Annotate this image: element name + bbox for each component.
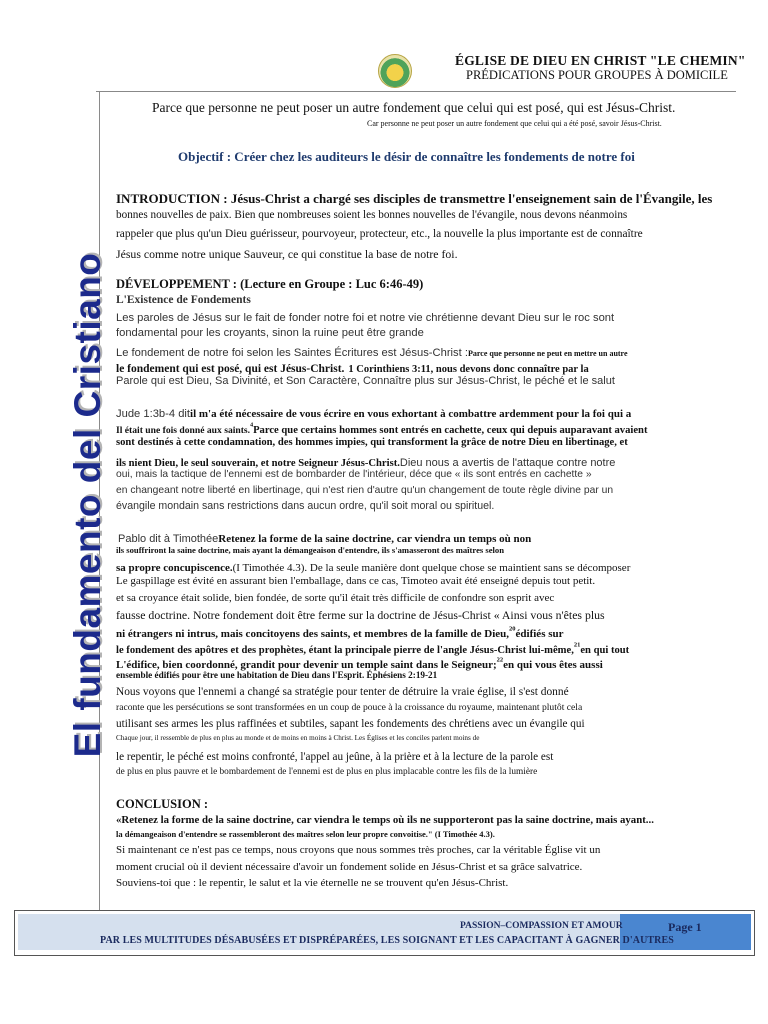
conclusion-line: Si maintenant ce n'est pas ce temps, nous croyons que nous sommes très proches, car la véritable Église vit un [116,844,601,856]
body-text: le fondement des apôtres et des prophètes, étant la principale pierre de l'angle Jésus-Christ lui-même, [116,645,574,656]
church-name: ÉGLISE DE DIEU EN CHRIST "LE CHEMIN" [455,53,746,68]
body-line: Chaque jour, il ressemble de plus en plus au monde et de moins en moins à Christ. Les Églises et les conciles parlent moins de [116,734,480,742]
body-line: Les paroles de Jésus sur le fait de fonder notre foi et notre vie chrétienne devant Dieu sur le roc sont [116,312,615,324]
body-line: évangile mondain sans restrictions dans aucun ordre, qu'il soit moral ou spirituel. [116,500,495,512]
conclusion-line: moment crucial où il devient nécessaire d'avoir un fondement solide en Jésus-Christ et sa grâce salvatrice. [116,861,583,873]
body-text: Parce que certains hommes sont entrés en cachette, ceux qui depuis auparavant avaient [253,425,648,436]
body-text: Dieu nous a avertis de l'attaque contre notre [399,457,616,469]
body-text: (I Timothée 4.3). De la seule manière dont quelque chose se maintient sans se décomposer [232,562,631,574]
body-text: il m'a été nécessaire de vous écrire en vous exhortant à combattre ardemment pour la foi qui a [190,408,632,420]
conclusion-line: «Retenez la forme de la saine doctrine, car viendra le temps où ils ne supporteront pas la saine doctrine, mais ayant... [116,814,654,826]
body-line: fondamental pour les croyants, sinon la ruine peut être grande [116,327,424,339]
body-text: sa propre concupiscence. [116,562,233,574]
conclusion-line: la démangeaison d'entendre se rassembleront des maîtres selon leur propre convoitise." (I Timothée 4.3). [116,829,495,839]
development-heading: DÉVELOPPEMENT : (Lecture en Groupe : Luc 6:46-49) [116,277,424,291]
body-text: le fondement qui est posé, qui est Jésus-Christ. [116,363,345,375]
body-text: Jude 1:3b-4 dit [116,408,191,420]
key-verse: Parce que personne ne peut poser un autre fondement que celui qui est posé, qui est Jésus-Christ. [152,100,676,115]
section-subheading: L'Existence de Fondements [116,294,251,306]
body-line: et sa croyance était solide, bien fondée, de sorte qu'il était très difficile de confondre son esprit avec [116,592,555,604]
footer-tagline: PASSION–COMPASSION ET AMOUR [460,921,623,931]
conclusion-heading: CONCLUSION : [116,797,209,811]
objective: Objectif : Créer chez les auditeurs le désir de connaître les fondements de notre foi [178,149,635,164]
intro-line: Jésus comme notre unique Sauveur, ce qui constitue la base de notre foi. [116,247,458,261]
body-text: ni étrangers ni intrus, mais concitoyens des saints, et membres de la famille de Dieu, [116,628,510,640]
scripture-ref: 1 Corinthiens 3:11, nous devons donc connaître par la [348,364,589,375]
church-logo [378,54,412,88]
body-text: Retenez la forme de la saine doctrine, car viendra un temps où non [218,533,532,545]
body-line: ils souffriront la saine doctrine, mais ayant la démangeaison d'entendre, ils s'amasseront des maîtres selon [116,545,504,555]
body-line: oui, mais la tactique de l'ennemi est de bombarder de l'intérieur, déce que « ils sont entrés en cachette » [116,469,592,480]
body-line: raconte que les persécutions se sont transformées en un coup de pouce à la croissance du royaume, maintenant plutôt cela [116,702,583,713]
body-line: de plus en plus pauvre et le bombardement de l'ennemi est de plus en plus implacable contre les fils de la lumière [116,767,538,777]
body-text: en qui tout [580,645,630,656]
body-line: Nous voyons que l'ennemi a changé sa stratégie pour tenter de détruire la vraie église, il s'est donné [116,686,569,698]
body-text: Le fondement de notre foi selon les Saintes Écritures est Jésus-Christ : [116,347,468,359]
key-verse-alt: Car personne ne peut poser un autre fondement que celui qui a été posé, savoir Jésus-Christ. [367,119,662,128]
body-line: utilisant ses armes les plus raffinées et subtiles, sapant les fondements des chrétiens avec un évangile qui [116,718,585,730]
body-line [116,420,647,438]
body-line: fausse doctrine. Notre fondement doit être ferme sur la doctrine de Jésus-Christ « Ainsi vous n'êtes plus [116,608,605,622]
page-number: Page 1 [668,920,702,934]
body-line: Parole qui est Dieu, Sa Divinité, et Son Caractère, Connaître plus sur Jésus-Christ, le péché et le salut [116,375,615,387]
document-subtitle: PRÉDICATIONS POUR GROUPES À DOMICILE [466,68,728,82]
body-line: ensemble édifiés pour être une habitation de Dieu dans l'Esprit. Éphésiens 2:19-21 [116,670,438,680]
verse-number: 4 [250,422,254,429]
body-line: sont destinés à cette condamnation, des hommes impies, qui transforment la grâce de notre Dieu en libertinage, et [116,437,628,448]
body-text: Pablo dit à Timothée [118,533,219,545]
verse-number: 22 [496,656,504,664]
body-text: Parce que personne ne peut en mettre un autre [467,349,628,358]
verse-number: 20 [509,625,516,633]
body-line: Le gaspillage est évité en assurant bien l'emballage, dans ce cas, Timoteo avait été enseigné depuis tout petit. [116,575,596,587]
body-text: en qui vous êtes aussi [503,659,603,671]
verse-number: 21 [573,641,581,649]
header-divider [96,91,736,92]
intro-line: rappeler que plus qu'un Dieu guérisseur, pourvoyeur, protecteur, etc., la nouvelle la plus importante est de connaître [116,228,643,240]
body-text: édifiés sur [515,628,564,640]
body-text: L'édifice, bien coordonné, grandit pour devenir un temple saint dans le Seigneur; [116,659,497,671]
conclusion-line: Souviens-toi que : le repentir, le salut et la vie éternelle ne se trouvent qu'en Jésus-Christ. [116,877,509,889]
footer-slogan: PAR LES MULTITUDES DÉSABUSÉES ET DISPRÉPARÉES, LES SOIGNANT ET LES CAPACITANT À GAGNER D'AUTRES [100,935,674,946]
body-line: en changeant notre liberté en libertinage, qui n'est rien d'autre qu'un changement de toute règle divine par un [116,485,614,496]
intro-line: bonnes nouvelles de paix. Bien que nombreuses soient les bonnes nouvelles de l'évangile, nous devons néanmoins [116,209,628,221]
intro-line: INTRODUCTION : Jésus-Christ a chargé ses disciples de transmettre l'enseignement sain de l'Évangile, les [116,191,713,206]
body-line: le repentir, le péché est moins confronté, l'appel au jeûne, à la prière et à la lecture de la parole est [116,751,554,763]
sidebar-title: El fundamento del Cristiano [67,252,108,758]
body-line [116,558,630,576]
body-text: ils nient Dieu, le seul souverain, et notre Seigneur Jésus-Christ. [116,458,400,469]
body-text: Il était une fois donné aux saints. [116,425,251,436]
